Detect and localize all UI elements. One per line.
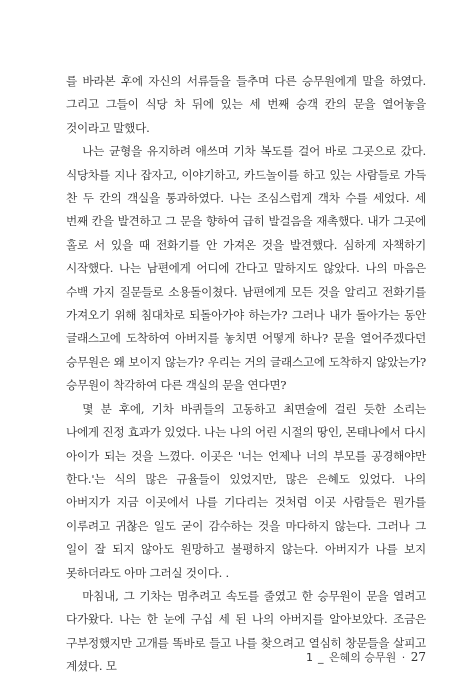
footer-dot: · [401, 651, 406, 664]
page-footer [306, 649, 426, 665]
page-number: 27 [410, 650, 426, 664]
running-title: 은혜의 승무원 [328, 651, 397, 664]
paragraph-3: 몇 분 후에, 기차 바퀴들의 고동하고 최면술에 걸린 듯한 소리는 나에게 진정 효과가 있었다. 나는 나의 어린 시절의 땅인, 몬태나에서 다시 아이가 되는 것을 느꼈다. 이곳은 '너는 언제나 너의 부모를 공경해야만 한다.'는 식의 많은 규율들이 있었지만, 많은 은혜도 있었다. 나의 아버지가 지금 이곳에서 나를 기다리는 것처럼 이곳 사람들은 뭔가를 이루려고 귀찮은 일도 굳이 감수하는 것을 마다하지 않는다. 그러나 그 일이 잘 되지 않아도 원망하고 불평하지 않는다. 아버지가 나를 보지 못하더라도 아마 그러실 것이다. . [66, 401, 426, 580]
paragraph-2: 나는 균형을 유지하려 애쓰며 기차 복도를 걸어 바로 그곳으로 갔다. 식당차를 지나 잡자고, 이야기하고, 카드놀이를 하고 있는 사람들로 가득 찬 두 칸의 객실을 통과하였다. 나는 조심스럽게 객차 수를 세었다. 세 번째 칸을 발견하고 그 문을 향하여 급히 발걸음을 재촉했다. 내가 그곳에 홀로 서 있을 때 전화기를 안 가져온 것을 발견했다. 심하게 자책하기 시작했다. 나는 남편에게 어디에 간다고 말하지도 않았다. 나의 마음은 수백 가지 질문들로 소용돌이쳤다. 남편에게 모든 것을 알리고 전화기를 가져오기 위해 침대차로 되돌아가야 하는가? 그러나 내가 돌아가는 동안 글래스고에 도착하여 아버지를 놓치면 어떻게 하나? 문을 열어주겠다던 승무원은 왜 보이지 않는가? 우리는 거의 글래스고에 도착하지 않았는가? 승무원이 착각하여 다른 객실의 문을 연다면? [66, 144, 426, 393]
paragraph-1: 를 바라본 후에 자신의 서류들을 들추며 다른 승무원에게 말을 하였다. 그리고 그들이 식당 차 뒤에 있는 세 번째 승객 칸의 문을 열어놓을 것이라고 말했다. [66, 74, 426, 135]
chapter-number: 1 [305, 651, 313, 664]
paragraph-4: 마침내, 그 기차는 멈추려고 속도를 줄였고 한 승무원이 문을 열려고 다가왔다. 나는 한 눈에 구십 세 된 나의 아버지를 알아보았다. 조금은 구부정했지만 고개를 똑바로 들고 나를 찾으려고 열심히 창문들을 살피고 계셨다. 모 [66, 588, 426, 674]
footer-separator: _ [317, 651, 324, 664]
body-text [66, 70, 426, 679]
